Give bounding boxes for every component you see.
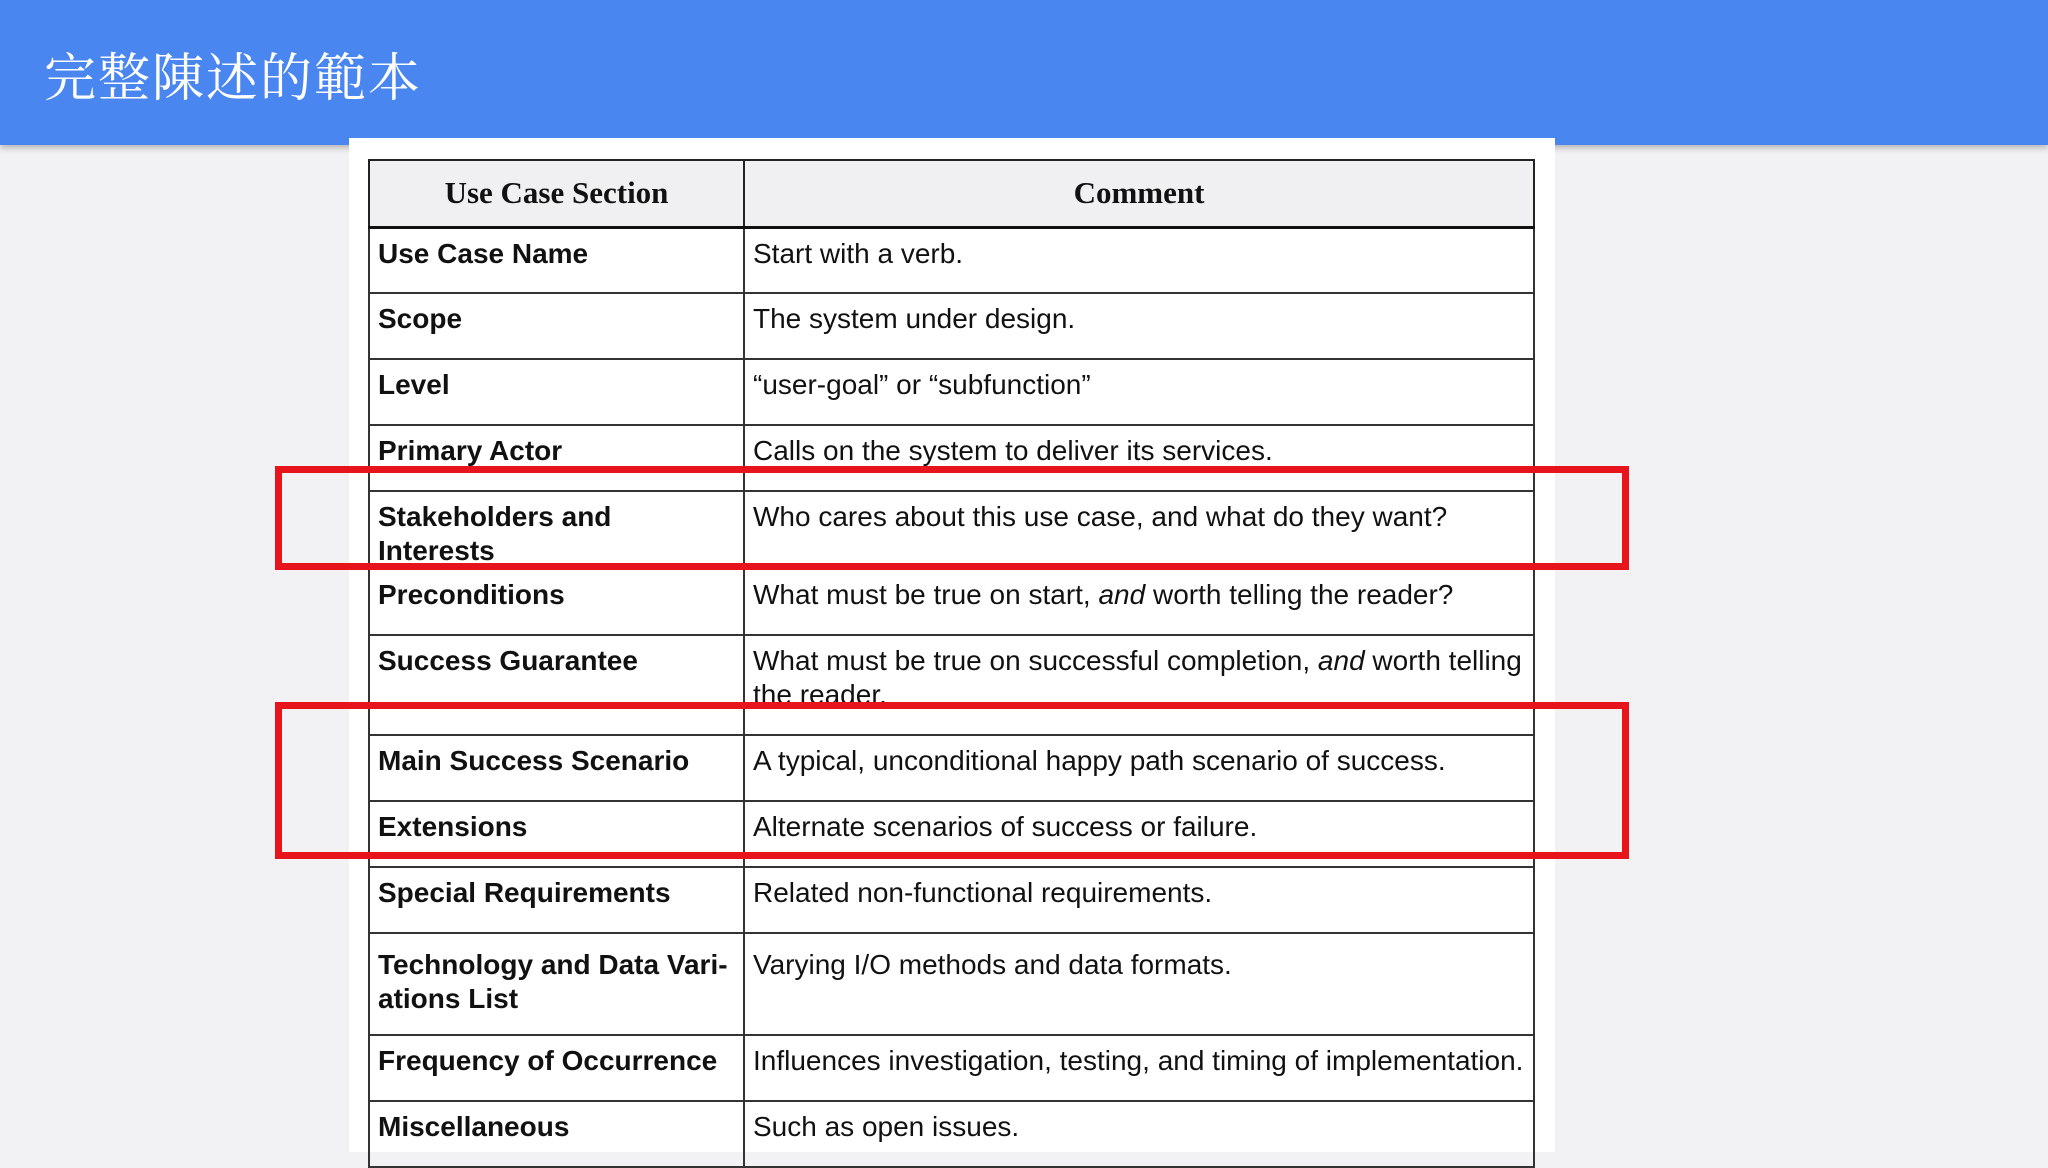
comment-text: What must be true on start, (753, 579, 1099, 610)
section-cell: Extensions (369, 801, 744, 867)
table-row (369, 227, 1534, 293)
comment-cell: Alternate scenarios of success or failure. (744, 801, 1534, 867)
column-header-section: Use Case Section (369, 160, 744, 227)
comment-cell (744, 569, 1534, 635)
section-cell: Scope (369, 293, 744, 359)
comment-cell: “user-goal” or “subfunction” (744, 359, 1534, 425)
section-cell: Special Requirements (369, 867, 744, 933)
comment-cell: Start with a verb. (744, 227, 1534, 293)
table-row (369, 933, 1534, 1035)
table-row (369, 1035, 1534, 1101)
section-cell: Frequency of Occurrence (369, 1035, 744, 1101)
table-row (369, 1101, 1534, 1167)
section-cell: Miscellaneous (369, 1101, 744, 1167)
highlight-box-scenarios (275, 702, 1629, 859)
section-cell: Success Guarantee (369, 635, 744, 735)
section-cell: Main Success Scenario (369, 735, 744, 801)
comment-cell: The system under design. (744, 293, 1534, 359)
comment-text: What must be true on successful completion, (753, 645, 1318, 676)
section-cell: Primary Actor (369, 425, 744, 491)
comment-cell: Influences investigation, testing, and timing of implementation. (744, 1035, 1534, 1101)
table-row (369, 293, 1534, 359)
comment-text: worth telling the reader? (1145, 579, 1454, 610)
comment-cell: Related non-functional requirements. (744, 867, 1534, 933)
comment-cell: A typical, unconditional happy path scenario of success. (744, 735, 1534, 801)
slide-title: 完整陳述的範本 (44, 49, 423, 109)
section-cell: Use Case Name (369, 227, 744, 293)
section-cell: Level (369, 359, 744, 425)
column-header-comment: Comment (744, 160, 1534, 227)
slide-header (0, 0, 2048, 145)
comment-cell: Who cares about this use case, and what do they want? (744, 491, 1534, 569)
table-row (369, 359, 1534, 425)
comment-cell: Calls on the system to deliver its services. (744, 425, 1534, 491)
comment-cell: Such as open issues. (744, 1101, 1534, 1167)
highlight-box-stakeholders (275, 466, 1629, 570)
section-cell: Technology and Data Vari-ations List (369, 933, 744, 1035)
comment-cell: Varying I/O methods and data formats. (744, 933, 1534, 1035)
table-row (369, 867, 1534, 933)
comment-text: worth telling the reader. (753, 645, 1522, 710)
comment-emphasis: and (1098, 579, 1146, 610)
use-case-table (368, 159, 1535, 1168)
section-cell: Stakeholders and Interests (369, 491, 744, 569)
table-header-row (369, 160, 1534, 227)
table-row (369, 569, 1534, 635)
comment-emphasis: and (1317, 645, 1365, 676)
section-cell: Preconditions (369, 569, 744, 635)
